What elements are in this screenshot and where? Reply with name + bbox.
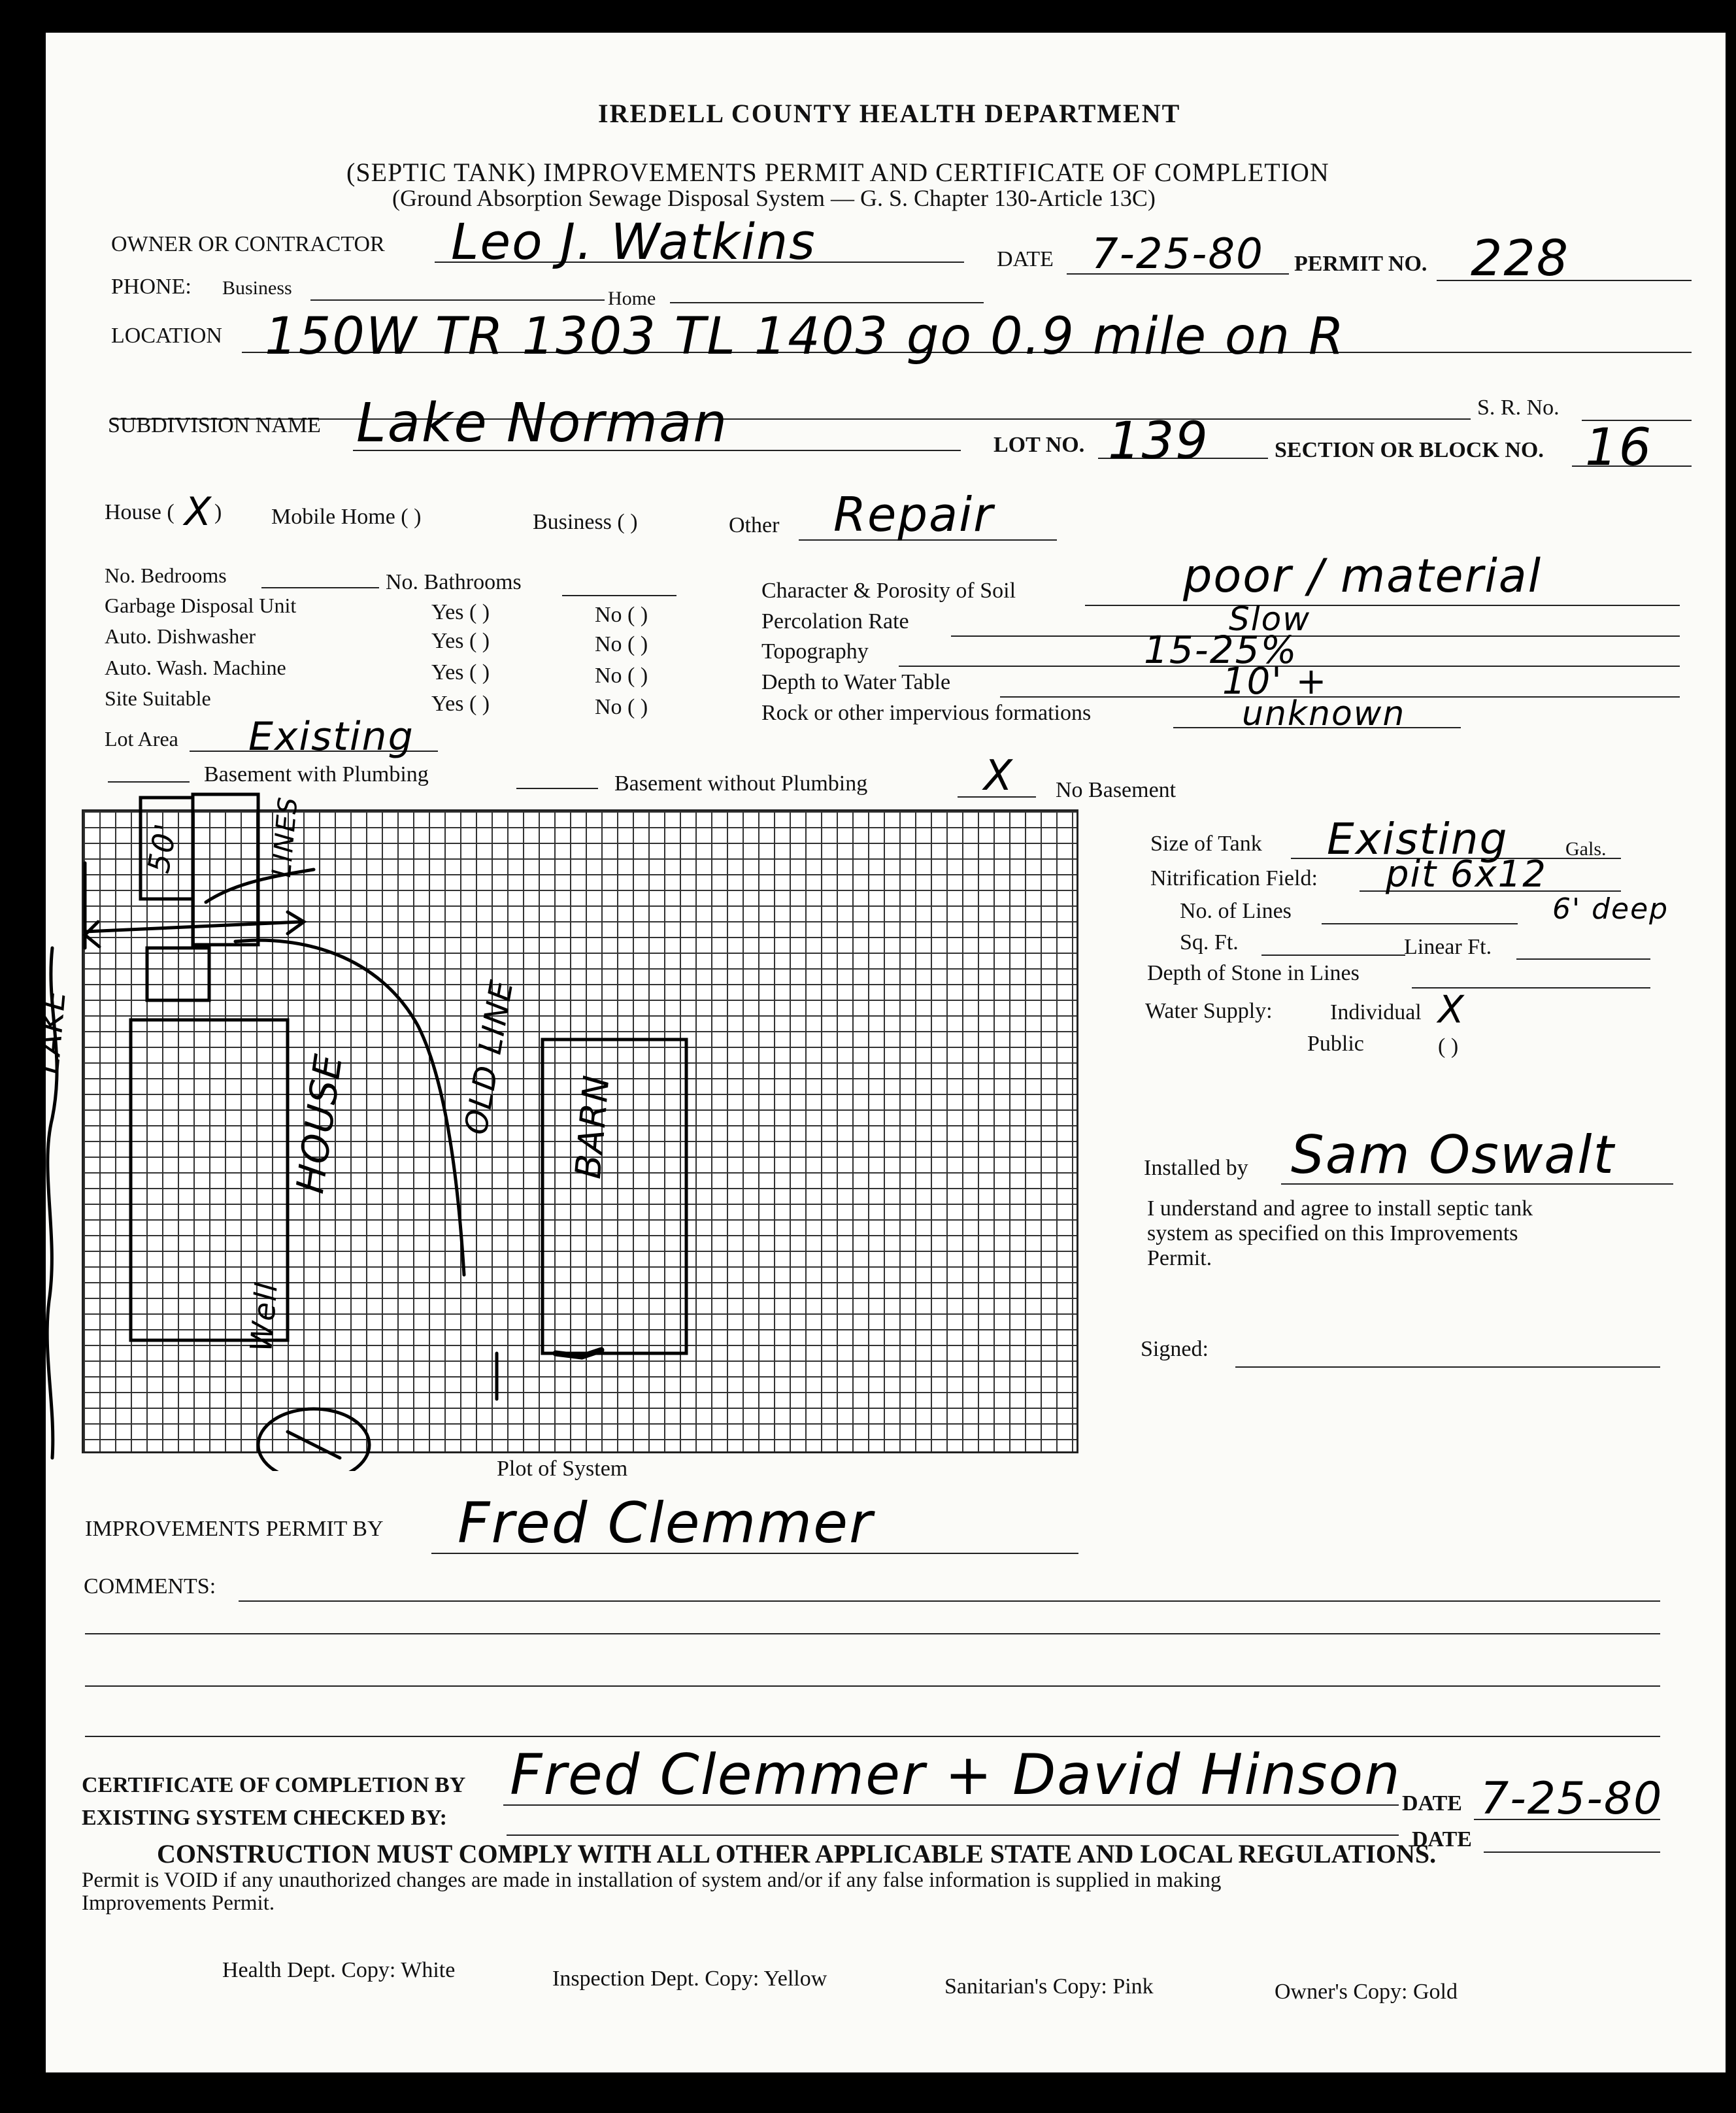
site-yes[interactable]: Yes ( )	[431, 692, 490, 716]
dishwasher-label: Auto. Dishwasher	[105, 624, 256, 648]
section-value: 16	[1585, 418, 1653, 477]
house-label: House (	[105, 500, 175, 524]
copy-inspection: Inspection Dept. Copy: Yellow	[552, 1967, 827, 1991]
tank-size-value: Existing	[1327, 814, 1509, 864]
sr-no-label: S. R. No.	[1477, 396, 1560, 420]
installed-by-value: Sam Oswalt	[1291, 1124, 1615, 1185]
linear-ft-line	[1516, 958, 1650, 960]
plot-label-lake: LAKE	[29, 988, 74, 1075]
department-title: IREDELL COUNTY HEALTH DEPARTMENT	[598, 99, 1181, 128]
garbage-no[interactable]: No ( )	[595, 603, 648, 627]
existing-date-line	[1484, 1851, 1660, 1853]
water-supply-label: Water Supply:	[1145, 999, 1273, 1023]
certificate-date-value: 7-25-80	[1480, 1773, 1663, 1825]
soil-character-label: Character & Porosity of Soil	[761, 579, 1016, 603]
lines-line	[1322, 923, 1518, 924]
house-close: )	[214, 500, 222, 524]
garbage-label: Garbage Disposal Unit	[105, 594, 297, 617]
plot-label-barn: BARN	[567, 1072, 618, 1181]
soil-character-value: poor / material	[1183, 549, 1543, 603]
perc-rate-value: Slow	[1229, 600, 1311, 638]
water-table-value: 10' +	[1222, 660, 1328, 703]
phone-label: PHONE:	[111, 275, 192, 299]
lot-area-label: Lot Area	[105, 727, 178, 751]
permit-no-label: PERMIT NO.	[1294, 252, 1427, 276]
sqft-label: Sq. Ft.	[1180, 930, 1239, 955]
comments-line-1	[239, 1600, 1660, 1602]
copy-health: Health Dept. Copy: White	[222, 1958, 456, 1982]
perc-rate-line	[951, 635, 1680, 637]
no-basement-mark: X	[984, 752, 1014, 800]
site-suitable-label: Site Suitable	[105, 686, 211, 710]
soil-character-line	[1085, 605, 1680, 606]
nitrification-label: Nitrification Field:	[1150, 866, 1318, 890]
lot-area-value: Existing	[248, 714, 414, 760]
plot-label-house: HOUSE	[288, 1050, 352, 1196]
copy-sanitarian: Sanitarian's Copy: Pink	[944, 1974, 1154, 1999]
basement-with-label: Basement with Plumbing	[204, 762, 429, 786]
house-mark: X	[184, 489, 213, 535]
signed-label: Signed:	[1141, 1337, 1209, 1361]
plot-caption: Plot of System	[497, 1457, 628, 1481]
agree-line-3: Permit.	[1147, 1246, 1212, 1270]
topography-value: 15-25%	[1144, 628, 1298, 672]
washer-label: Auto. Wash. Machine	[105, 656, 286, 679]
tank-size-label: Size of Tank	[1150, 832, 1262, 856]
plot-label-old-line: OLD LINE	[458, 976, 521, 1138]
plot-label-well: Well	[243, 1280, 285, 1353]
site-no[interactable]: No ( )	[595, 695, 648, 719]
bathrooms-line	[562, 595, 676, 596]
plot-label-lines: LINES	[267, 794, 304, 879]
installed-by-label: Installed by	[1144, 1156, 1248, 1180]
no-basement-label: No Basement	[1056, 778, 1177, 802]
certificate-value: Fred Clemmer + David Hinson	[510, 1742, 1401, 1808]
washer-no[interactable]: No ( )	[595, 664, 648, 688]
existing-checked-label: EXISTING SYSTEM CHECKED BY:	[82, 1806, 447, 1830]
comments-line-2	[85, 1633, 1660, 1634]
plot-sketch	[39, 778, 1098, 1471]
location-value: 150W TR 1303 TL 1403 go 0.9 mile on R	[265, 307, 1346, 366]
bathrooms-label: No. Bathrooms	[386, 570, 522, 594]
form-title: (SEPTIC TANK) IMPROVEMENTS PERMIT AND CERTIFICATE OF COMPLETION	[346, 158, 1329, 187]
perc-rate-label: Percolation Rate	[761, 609, 909, 634]
agree-line-1: I understand and agree to install septic tank	[1147, 1196, 1533, 1221]
plot-label-distance: 50'	[141, 819, 184, 876]
topography-label: Topography	[761, 639, 869, 664]
dishwasher-no[interactable]: No ( )	[595, 632, 648, 656]
business-label: Business ( )	[533, 510, 638, 534]
owner-label: OWNER OR CONTRACTOR	[111, 232, 385, 256]
washer-yes[interactable]: Yes ( )	[431, 660, 490, 685]
water-public-label: Public	[1307, 1032, 1364, 1056]
dishwasher-yes[interactable]: Yes ( )	[431, 629, 490, 653]
linear-ft-label: Linear Ft.	[1404, 935, 1492, 959]
certificate-date-label: DATE	[1402, 1791, 1462, 1816]
existing-date-label: DATE	[1412, 1827, 1472, 1851]
subdivision-value: Lake Norman	[356, 392, 729, 454]
stone-depth-label: Depth of Stone in Lines	[1147, 961, 1360, 985]
gals-label: Gals.	[1565, 838, 1607, 860]
rock-label: Rock or other impervious formations	[761, 701, 1092, 725]
location-label: LOCATION	[111, 324, 222, 348]
phone-business-line	[310, 299, 605, 301]
signed-line	[1235, 1366, 1660, 1368]
permit-by-value: Fred Clemmer	[458, 1491, 874, 1556]
comments-line-4	[85, 1736, 1660, 1737]
comments-line-3	[85, 1685, 1660, 1687]
rock-value: unknown	[1242, 694, 1406, 734]
agree-line-2: system as specified on this Improvements	[1147, 1221, 1518, 1245]
lines-label: No. of Lines	[1180, 899, 1292, 923]
garbage-yes[interactable]: Yes ( )	[431, 600, 490, 624]
water-table-label: Depth to Water Table	[761, 670, 951, 694]
water-public-mark[interactable]: ( )	[1438, 1034, 1459, 1058]
owner-value: Leo J. Watkins	[451, 212, 816, 271]
sqft-line	[1261, 955, 1405, 956]
existing-checked-line	[507, 1834, 1399, 1836]
nitrification-value2: 6' deep	[1552, 892, 1669, 926]
section-label: SECTION OR BLOCK NO.	[1275, 438, 1544, 462]
water-individual-label: Individual	[1330, 1000, 1422, 1024]
void-notice-2: Improvements Permit.	[82, 1891, 275, 1915]
phone-home-label: Home	[608, 288, 656, 309]
basement-without-label: Basement without Plumbing	[614, 771, 868, 796]
phone-home-line	[670, 302, 984, 303]
date-value: 7-25-80	[1092, 230, 1264, 279]
subdivision-line	[353, 450, 961, 451]
void-notice-1: Permit is VOID if any unauthorized changes are made in installation of system and/or if any false information is supplied in making	[82, 1868, 1222, 1892]
form-subtitle: (Ground Absorption Sewage Disposal System — G. S. Chapter 130-Article 13C)	[392, 185, 1156, 211]
lot-no-value: 139	[1108, 412, 1209, 471]
permit-no-value: 228	[1471, 229, 1570, 287]
mobile-home-label: Mobile Home ( )	[271, 505, 422, 529]
bedrooms-label: No. Bedrooms	[105, 564, 227, 587]
subdivision-label: SUBDIVISION NAME	[108, 413, 321, 437]
bedrooms-line	[261, 587, 379, 588]
lot-no-label: LOT NO.	[993, 433, 1085, 457]
permit-by-label: IMPROVEMENTS PERMIT BY	[85, 1517, 384, 1541]
date-label: DATE	[997, 247, 1054, 271]
other-label: Other	[729, 513, 780, 537]
certificate-label: CERTIFICATE OF COMPLETION BY	[82, 1773, 466, 1797]
comply-notice: CONSTRUCTION MUST COMPLY WITH ALL OTHER APPLICABLE STATE AND LOCAL REGULATIONS.	[157, 1839, 1437, 1868]
comments-label: COMMENTS:	[84, 1574, 216, 1598]
water-individual-mark[interactable]: X	[1438, 987, 1465, 1032]
nitrification-value: pit 6x12	[1386, 853, 1547, 896]
other-value: Repair	[833, 487, 994, 542]
copy-owner: Owner's Copy: Gold	[1275, 1980, 1458, 2004]
phone-business-label: Business	[222, 277, 292, 299]
